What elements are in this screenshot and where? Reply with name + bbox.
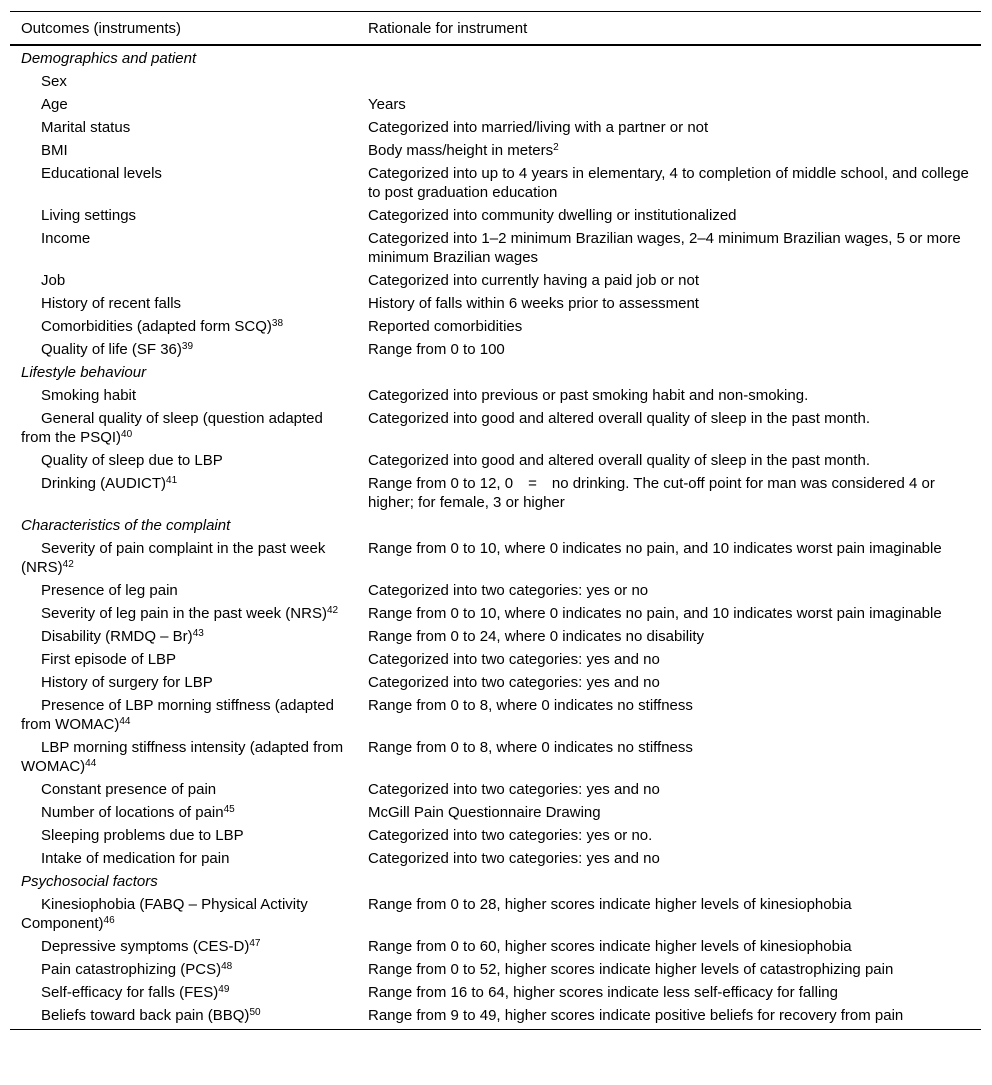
table-row <box>10 579 981 602</box>
reference-number: 42 <box>326 605 339 616</box>
outcome-label: Income <box>41 230 91 247</box>
section-spacer <box>357 514 981 537</box>
outcome-label: Number of locations of pain <box>41 804 224 821</box>
outcome-cell <box>10 116 357 139</box>
rationale-cell <box>357 625 981 648</box>
section-row <box>10 45 981 70</box>
rationale-text: Range from 0 to 10, where 0 indicates no pain, and 10 indicates worst pain imaginable <box>368 605 942 622</box>
outcome-label: Depressive symptoms (CES-D) <box>41 938 250 955</box>
rationale-text: Categorized into two categories: yes and no <box>368 850 660 867</box>
outcome-label: Self-efficacy for falls (FES) <box>41 984 219 1001</box>
table-row <box>10 1004 981 1030</box>
outcome-cell <box>10 778 357 801</box>
rationale-text: Categorized into up to 4 years in elementary, 4 to completion of middle school, and college to post graduation education <box>368 165 969 201</box>
rationale-cell <box>357 204 981 227</box>
outcome-label: Quality of life (SF 36) <box>41 341 182 358</box>
outcome-label: Drinking (AUDICT) <box>41 475 167 492</box>
rationale-cell <box>357 384 981 407</box>
outcome-cell <box>10 227 357 269</box>
rationale-cell <box>357 338 981 361</box>
rationale-cell <box>357 1004 981 1030</box>
outcome-label: Presence of LBP morning stiffness (adapted from WOMAC) <box>21 697 334 733</box>
table-row <box>10 625 981 648</box>
outcome-cell <box>10 70 357 93</box>
outcome-cell <box>10 958 357 981</box>
rationale-text: Range from 16 to 64, higher scores indicate less self-efficacy for falling <box>368 984 838 1001</box>
outcome-cell <box>10 93 357 116</box>
outcome-label: History of recent falls <box>41 295 182 312</box>
table-row <box>10 736 981 778</box>
table-row <box>10 70 981 93</box>
reference-number: 49 <box>218 984 230 995</box>
header-rationale: Rationale for instrument <box>357 12 981 46</box>
outcome-cell <box>10 671 357 694</box>
outcome-label: Constant presence of pain <box>41 781 217 798</box>
outcome-cell <box>10 472 357 514</box>
outcome-label: Severity of leg pain in the past week (NRS) <box>41 605 327 622</box>
table-row <box>10 227 981 269</box>
outcome-cell <box>10 384 357 407</box>
table-row <box>10 116 981 139</box>
rationale-cell <box>357 315 981 338</box>
rationale-cell <box>357 407 981 449</box>
rationale-text: Categorized into two categories: yes or no <box>368 582 649 599</box>
rationale-text: Categorized into previous or past smoking habit and non-smoking. <box>368 387 809 404</box>
outcome-label: Beliefs toward back pain (BBQ) <box>41 1007 250 1024</box>
rationale-cell <box>357 893 981 935</box>
rationale-text: Range from 0 to 10, where 0 indicates no pain, and 10 indicates worst pain imaginable <box>368 540 942 557</box>
rationale-cell <box>357 292 981 315</box>
instruments-table <box>10 11 981 1030</box>
reference-number: 44 <box>119 716 131 727</box>
rationale-text: Range from 9 to 49, higher scores indicate positive beliefs for recovery from pain <box>368 1007 904 1024</box>
rationale-text: Categorized into two categories: yes or no. <box>368 827 653 844</box>
outcome-cell <box>10 847 357 870</box>
section-title: Characteristics of the complaint <box>21 517 231 534</box>
outcome-label: Comorbidities (adapted form SCQ) <box>41 318 272 335</box>
reference-number: 48 <box>221 961 233 972</box>
rationale-cell <box>357 162 981 204</box>
outcome-label: Marital status <box>41 119 131 136</box>
rationale-cell <box>357 736 981 778</box>
rationale-cell <box>357 935 981 958</box>
outcome-cell <box>10 162 357 204</box>
section-spacer <box>357 45 981 70</box>
outcome-cell <box>10 625 357 648</box>
rationale-cell <box>357 847 981 870</box>
table-row <box>10 537 981 579</box>
outcome-label: First episode of LBP <box>41 651 177 668</box>
rationale-cell <box>357 602 981 625</box>
reference-number: 41 <box>166 475 178 486</box>
outcome-cell <box>10 935 357 958</box>
rationale-cell <box>357 70 981 93</box>
rationale-cell <box>357 269 981 292</box>
outcome-label: Educational levels <box>41 165 162 182</box>
outcome-cell <box>10 1004 357 1030</box>
outcome-cell <box>10 537 357 579</box>
rationale-cell <box>357 981 981 1004</box>
section-row <box>10 514 981 537</box>
outcome-label: Smoking habit <box>41 387 137 404</box>
rationale-text: Range from 0 to 12, 0 = no drinking. The cut-off point for man was considered 4 or higher; for female, 3 or higher <box>368 475 935 511</box>
header-outcomes: Outcomes (instruments) <box>10 12 357 46</box>
rationale-cell <box>357 139 981 162</box>
rationale-text: Categorized into good and altered overall quality of sleep in the past month. <box>368 410 870 427</box>
rationale-text: McGill Pain Questionnaire Drawing <box>368 804 601 821</box>
outcome-cell <box>10 315 357 338</box>
rationale-text: Categorized into good and altered overall quality of sleep in the past month. <box>368 452 870 469</box>
outcome-cell <box>10 292 357 315</box>
rationale-cell <box>357 579 981 602</box>
table-row <box>10 893 981 935</box>
rationale-cell <box>357 227 981 269</box>
outcome-label: Job <box>41 272 66 289</box>
rationale-text: Range from 0 to 28, higher scores indicate higher levels of kinesiophobia <box>368 896 852 913</box>
rationale-text: Categorized into two categories: yes and no <box>368 674 660 691</box>
reference-number: 40 <box>121 429 133 440</box>
outcome-cell <box>10 204 357 227</box>
outcome-label: History of surgery for LBP <box>41 674 213 691</box>
table-row <box>10 694 981 736</box>
rationale-text: Years <box>368 96 406 113</box>
outcome-label: General quality of sleep (question adapted from the PSQI) <box>21 410 323 446</box>
table-row <box>10 847 981 870</box>
rationale-cell <box>357 116 981 139</box>
outcome-label: Disability (RMDQ – Br) <box>41 628 193 645</box>
outcome-cell <box>10 824 357 847</box>
rationale-cell <box>357 694 981 736</box>
outcome-cell <box>10 139 357 162</box>
outcome-cell <box>10 801 357 824</box>
section-row <box>10 870 981 893</box>
outcome-cell <box>10 981 357 1004</box>
rationale-cell <box>357 801 981 824</box>
rationale-text: Range from 0 to 24, where 0 indicates no disability <box>368 628 705 645</box>
reference-number: 44 <box>85 758 97 769</box>
section-title: Demographics and patient <box>21 50 197 67</box>
section-spacer <box>357 361 981 384</box>
table-row <box>10 602 981 625</box>
rationale-text: Categorized into currently having a paid job or not <box>368 272 700 289</box>
rationale-text: Body mass/height in meters <box>368 142 554 159</box>
rationale-cell <box>357 537 981 579</box>
rationale-text: Categorized into two categories: yes and no <box>368 781 660 798</box>
rationale-cell <box>357 472 981 514</box>
table-row <box>10 648 981 671</box>
table-row <box>10 292 981 315</box>
reference-number: 47 <box>249 938 261 949</box>
outcome-cell <box>10 648 357 671</box>
table-row <box>10 935 981 958</box>
rationale-text: Categorized into married/living with a partner or not <box>368 119 709 136</box>
table-row <box>10 801 981 824</box>
section-row <box>10 361 981 384</box>
outcome-label: Pain catastrophizing (PCS) <box>41 961 222 978</box>
outcome-label: Severity of pain complaint in the past week (NRS) <box>21 540 326 576</box>
table-row <box>10 958 981 981</box>
outcome-label: Intake of medication for pain <box>41 850 230 867</box>
outcome-cell <box>10 269 357 292</box>
table-row <box>10 315 981 338</box>
header-row <box>10 12 981 46</box>
rationale-cell <box>357 671 981 694</box>
outcome-label: Quality of sleep due to LBP <box>41 452 223 469</box>
outcome-label: Age <box>41 96 68 113</box>
rationale-text: Categorized into 1–2 minimum Brazilian wages, 2–4 minimum Brazilian wages, 5 or more minimum Brazilian wages <box>368 230 961 266</box>
outcome-label: Sleeping problems due to LBP <box>41 827 244 844</box>
outcome-cell <box>10 579 357 602</box>
rationale-cell <box>357 958 981 981</box>
outcome-label: Living settings <box>41 207 137 224</box>
outcome-cell <box>10 736 357 778</box>
section-title: Psychosocial factors <box>21 873 158 890</box>
outcome-cell <box>10 449 357 472</box>
table-row <box>10 824 981 847</box>
table-row <box>10 472 981 514</box>
table-row <box>10 204 981 227</box>
rationale-text: Range from 0 to 8, where 0 indicates no stiffness <box>368 739 693 756</box>
reference-number: 42 <box>62 559 74 570</box>
outcome-label: LBP morning stiffness intensity (adapted from WOMAC) <box>21 739 344 775</box>
table-row <box>10 407 981 449</box>
outcome-cell <box>10 602 357 625</box>
rationale-cell <box>357 824 981 847</box>
rationale-text: Range from 0 to 8, where 0 indicates no stiffness <box>368 697 693 714</box>
rationale-text: Reported comorbidities <box>368 318 523 335</box>
rationale-text: Range from 0 to 52, higher scores indicate higher levels of catastrophizing pain <box>368 961 894 978</box>
outcome-label: BMI <box>41 142 68 159</box>
table-row <box>10 671 981 694</box>
outcome-label: Kinesiophobia (FABQ – Physical Activity Component) <box>21 896 308 932</box>
section-spacer <box>357 870 981 893</box>
rationale-cell <box>357 778 981 801</box>
outcome-cell <box>10 407 357 449</box>
rationale-text: History of falls within 6 weeks prior to assessment <box>368 295 699 312</box>
outcome-cell <box>10 694 357 736</box>
rationale-text: Categorized into two categories: yes and no <box>368 651 660 668</box>
outcome-cell <box>10 893 357 935</box>
table-row <box>10 139 981 162</box>
outcome-label: Sex <box>41 73 67 90</box>
reference-number: 39 <box>181 341 194 352</box>
rationale-text: Categorized into community dwelling or institutionalized <box>368 207 737 224</box>
rationale-cell <box>357 93 981 116</box>
section-title: Lifestyle behaviour <box>21 364 147 381</box>
reference-number: 43 <box>192 628 204 639</box>
rationale-text: Range from 0 to 60, higher scores indicate higher levels of kinesiophobia <box>368 938 852 955</box>
table-row <box>10 162 981 204</box>
table-row <box>10 338 981 361</box>
table-row <box>10 449 981 472</box>
outcome-cell <box>10 338 357 361</box>
table-body <box>10 45 981 1030</box>
reference-number: 45 <box>223 804 235 815</box>
rationale-superscript: 2 <box>553 142 559 153</box>
outcome-label: Presence of leg pain <box>41 582 178 599</box>
reference-number: 46 <box>103 915 115 926</box>
rationale-cell <box>357 449 981 472</box>
rationale-cell <box>357 648 981 671</box>
table-row <box>10 93 981 116</box>
reference-number: 50 <box>249 1007 261 1018</box>
table-row <box>10 778 981 801</box>
rationale-text: Range from 0 to 100 <box>368 341 505 358</box>
table-row <box>10 384 981 407</box>
reference-number: 38 <box>271 318 284 329</box>
table-row <box>10 981 981 1004</box>
table-row <box>10 269 981 292</box>
